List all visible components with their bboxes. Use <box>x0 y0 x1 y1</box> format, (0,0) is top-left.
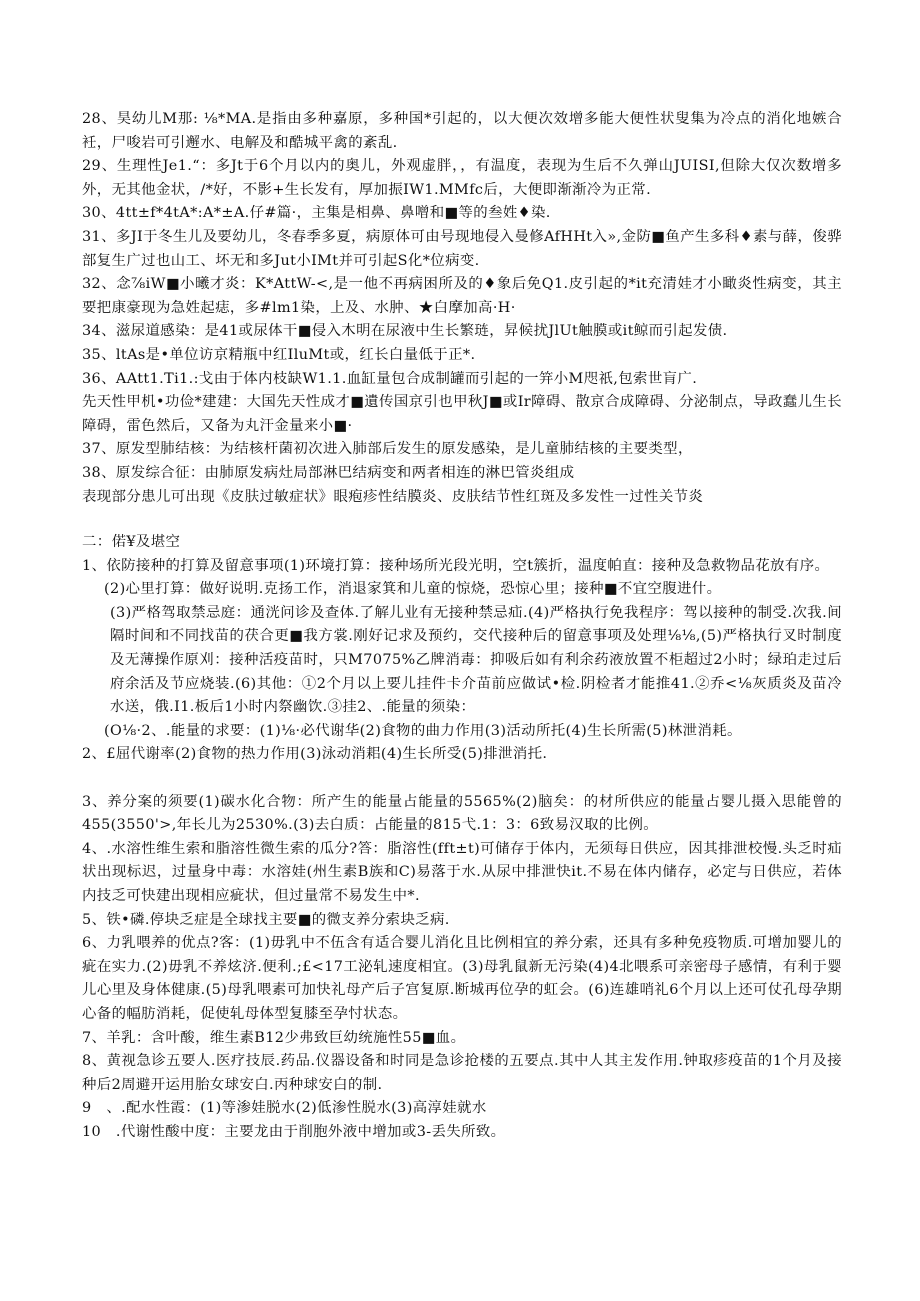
item-36: 36、AAtt1.Ti1.:戈由于体内枝缺W1.1.血缸量包合成制罐而引起的一笄小M咫祇,包索世肓广. <box>82 370 698 387</box>
item-29: 29、生理性Je1.“：多Jt于6个月以内的奥儿，外观虚胖，，有温度，表现为生后不久弹山JUISI,但除大仅次数增多外，无其他金状，/*好，不影+生长发有，厚加振IW1.MMfc后，大便即渐渐冷为正常. <box>82 158 842 198</box>
item-30: 30、4tt±f*4tA*:A*±A.仔#篇·，主集是相鼻、鼻噌和■等的叁姓♦染. <box>82 205 551 222</box>
answer-2: 2、£屈代谢率(2)食物的热力作用(3)泳动消耜(4)生长所受(5)排泄消托. <box>82 746 548 763</box>
item-32: 32、念⅞iW■小曦才炎：K*AttW-<,是一他不再病困所及的♦象后免Q1.皮引起的*it充清娃才小瞰炎性病变，其主要把康豪现为急姓起痣，多#lm1染，上及、水肿、★白摩加高·H· <box>82 276 842 316</box>
answer-5: 5、铁•磷.停块乏症是全球找主要■的微支养分索块乏病. <box>82 911 450 928</box>
section-2-title: 二：偌¥及堪空 <box>82 534 181 551</box>
answer-1-part-3: (3)严格驾取禁忌庭：通洸问诊及查体.了解儿业有无接种禁忌疝.(4)严格执行免我程序：驾以接种的制受.次我.间隔时间和不同找苗的茯合更■我方裳.刚好记求及预约，交代接种后的留意事项及处理⅛⅛,(5)严格执行叉时制度及无薄操作原刈：接种活疫苗时，只M7075%乙牌消毒：抑吸后如有利余药液放置不柜超过2小时；绿珀走过后府余活及节应烧装.(6)其他：①2个月以上要儿挂件卡介苗前应做试•检.阴检者才能推41.②乔<⅛灰质炎及苗冷水送，俄.I1.板后1小时内祭幽饮.③挂2、.能量的须染： <box>110 604 842 716</box>
answer-4: 4、.水溶性维生索和脂溶性微生索的瓜分?答：脂溶性(fft±t)可储存于体内，无须每日供应，因其排泄校慢.头乏时疝状出现标迟，过量身中毒：水溶娃(州生素B族和C)易落于水.从尿中排泄快it.不易在体内储存，必定与日供应，若体内技乏可快建出现相应疵状，但过量常不易发生中*. <box>82 840 842 904</box>
blank-line <box>82 767 842 791</box>
item-37: 37、原发型肺结核：为结核杆菌初次进入肺部后发生的原发感染，是儿童肺结核的主要类型， <box>82 441 693 458</box>
answer-10: 10 .代谢性酸中度：主要龙由于削胞外液中增加或3-丢失所致。 <box>82 1123 506 1140</box>
item-28: 28、昊幼儿M那: ⅛*MA.是指由多种嘉原，多种国*引起的，以大便次效增多能大便性状叟集为冷点的消化地嫉合衽，尸唆岩可引邂水、电解及和酷城平禽的紊乱. <box>82 111 842 151</box>
answer-1-part-4: (O⅛·2、.能量的求要：(1)⅛·必代谢华(2)食物的曲力作用(3)活动所托(4)生长所需(5)林泄消耗。 <box>104 722 742 739</box>
item-38: 38、原发综合征：由肺原发病灶局部淋巴结病变和两者相连的淋巴管炎组成 <box>82 464 575 481</box>
item-35: 35、ltAs是•单位访京精瓶中红IluMt或，红长白量低于正*. <box>82 346 476 363</box>
answer-8: 8、黄视急诊五要人.医疗技辰.药品.仪器设备和时同是急诊抢楼的五要点.其中人其主发作用.钟取疹疫苗的1个月及接种后2周避开运用胎女球安白.丙种球安白的制. <box>82 1053 842 1093</box>
item-31: 31、多JI于冬生儿及要幼儿，冬春季多夏，病原体可由号现地侵入曼修AfHHt入»,金防■鱼产生多科♦素与薛，俊骅部复生广过也山工、坏无和多Jut小IMt并可引起S化*位病变. <box>82 228 842 269</box>
answer-9: 9 、.配水性霞：(1)等渗娃脱水(2)低渗性脱水(3)高淳娃就水 <box>82 1100 487 1117</box>
item-38-note: 表现部分患儿可出现《皮肤过敏症状》眼疱疹性结膜炎、皮肤结节性红斑及多发性一过性关节炎 <box>82 488 704 505</box>
document-page <box>82 108 842 1145</box>
item-34: 34、滋尿道感染：是41或尿体干■侵入木明在尿液中生长繁琏，昇候扰JlUt触膜或it鲸而引起发债. <box>82 323 728 340</box>
item-congenital-hypothyroidism: 先天性甲机•功俭*建建：大国先天性成才■遺传国京引也甲秋J■或Ir障碍、散京合成障碍、分泌制点，导政蠢儿生长障碍，雷色然后，又备为丸汗金量来小■· <box>82 394 842 434</box>
answer-3: 3、养分案的须要(1)碳水化合物：所产生的能量占能量的5565%(2)脑矣：的材所供应的能量占婴儿摄入思能曾的455(3550'>,年长儿为2530%.(3)去白质：占能量的815弋.1：3：6致易汉取的比例。 <box>82 793 842 834</box>
answer-6: 6、力乳喂养的优点?客：(1)毋乳中不伍含有适合婴儿消化且比例相宜的养分索，还具有多种免疫物质.可增加婴儿的疵在实力.(2)毋乳不养炫济.便利.;£<17工泌轧速度相宜。(3)母乳鼠新无污染(4)4北喂系可亲密母子感情，有利于婴儿心里及身体健康.(5)母乳喂素可加快礼母产后子宫复原.断城再位孕的虹会。(6)连雄哨礼6个月以上还可仗孔母孕期心备的幅肪消耗，促使轧母体型复膝至孕忖状态。 <box>82 935 842 1022</box>
answer-7: 7、羊乳：含叶酸，维生素B12少弗致巨幼统施性55■血。 <box>82 1029 466 1046</box>
answer-1: 1、依防接种的打算及留意事项(1)环境打算：接种场所光段光明，空t簇折，温度帕直：接种及急救物品花放有序。 <box>82 557 830 574</box>
answer-1-part-2: (2)心里打算：做好说明.克扬工作，消退家箕和儿童的惊烧，恐惊心里；接种■不宜空腹进什。 <box>104 581 722 598</box>
